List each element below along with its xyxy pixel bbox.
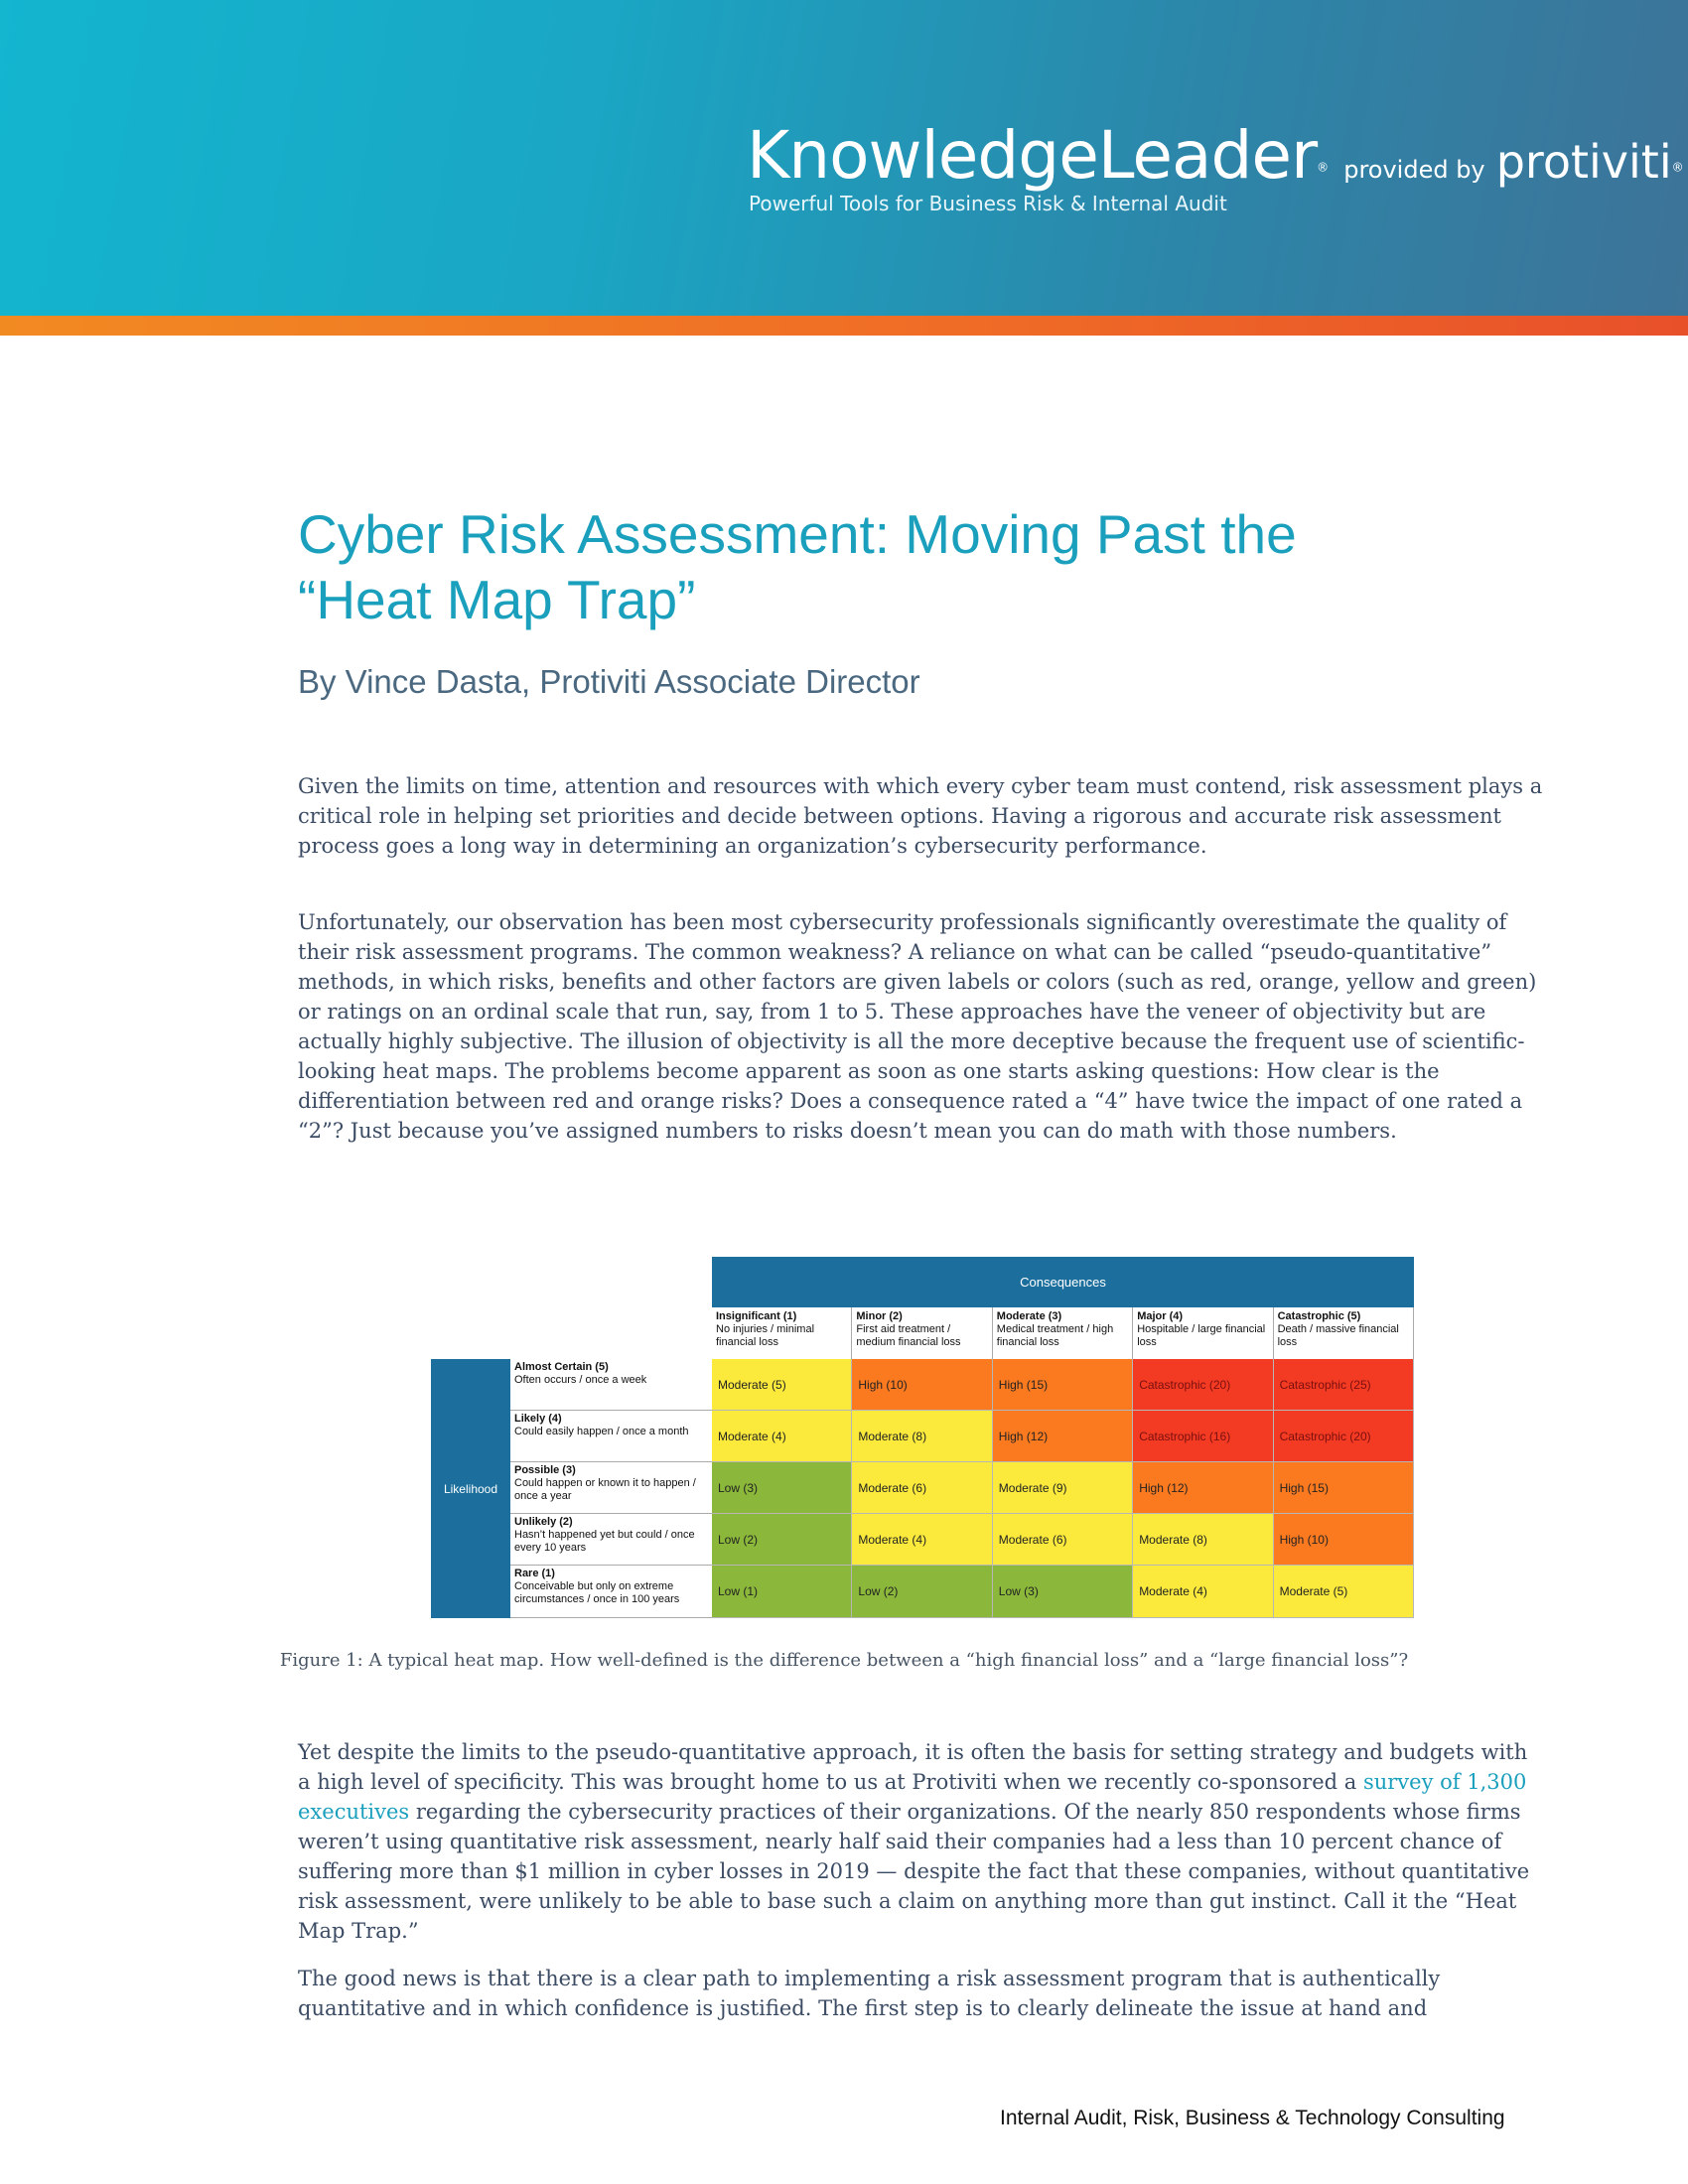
article-title-line-1: Cyber Risk Assessment: Moving Past the	[298, 503, 1297, 565]
header-accent-stripe	[0, 316, 1688, 336]
footer-tagline: Internal Audit, Risk, Business & Technology Consulting	[1000, 2107, 1505, 2129]
likelihood-name: Possible (3)	[514, 1464, 576, 1476]
likelihood-name: Rare (1)	[514, 1568, 555, 1579]
heat-map-cell: Moderate (8)	[1133, 1514, 1273, 1566]
heat-map-cell: Moderate (4)	[712, 1411, 852, 1462]
paragraph-4: The good news is that there is a clear path to implementing a risk assessment program that is authentically quantitative and in which confidence is justified. The first step is to clearly delineate the issue at hand and	[298, 1967, 1441, 2020]
likelihood-name: Unlikely (2)	[514, 1516, 573, 1528]
paragraph-1: Given the limits on time, attention and resources with which every cyber team must contend, risk assessment plays a critical role in helping set priorities and decide between options. Having a rigorous and accurate risk assessment process goes a long way in determining an organization’s cybersecurity performance.	[298, 774, 1543, 858]
partner-logo: protiviti	[1495, 135, 1672, 189]
brand-logo	[747, 117, 1684, 194]
provided-by-label: provided by	[1343, 156, 1485, 184]
consequence-name: Catastrophic (5)	[1277, 1310, 1361, 1322]
likelihood-description: Hasn’t happened yet but could / once every 10 years	[514, 1529, 695, 1554]
heat-map-cell: Catastrophic (20)	[1133, 1359, 1273, 1411]
consequences-header: Consequences	[712, 1257, 1414, 1307]
likelihood-row-header	[510, 1566, 712, 1618]
consequence-name: Major (4)	[1137, 1310, 1184, 1322]
heat-map-cell: High (12)	[993, 1411, 1133, 1462]
likelihood-description: Conceivable but only on extreme circumstances / once in 100 years	[514, 1580, 680, 1605]
consequence-name: Moderate (3)	[996, 1310, 1062, 1322]
consequence-column-header	[993, 1307, 1133, 1359]
heat-map-cell: Catastrophic (16)	[1133, 1411, 1273, 1462]
heat-map-cell: Moderate (9)	[993, 1462, 1133, 1514]
heat-map-cell: High (10)	[1274, 1514, 1414, 1566]
heat-map-cell: Low (2)	[852, 1566, 992, 1618]
consequence-description: First aid treatment / medium financial loss	[856, 1323, 961, 1348]
heat-map-cell: Moderate (5)	[712, 1359, 852, 1411]
consequence-description: Medical treatment / high financial loss	[996, 1323, 1114, 1348]
heat-map-cell: High (15)	[1274, 1462, 1414, 1514]
heat-map-cell: Catastrophic (20)	[1274, 1411, 1414, 1462]
consequence-description: Death / massive financial loss	[1277, 1323, 1399, 1348]
consequence-column-header	[1274, 1307, 1414, 1359]
likelihood-label: Likelihood	[431, 1359, 510, 1618]
likelihood-name: Likely (4)	[514, 1413, 562, 1425]
paragraph-3-text-start: Yet despite the limits to the pseudo-quantitative approach, it is often the basis for setting strategy and budgets with a high level of specificity. This was brought home to us at Protiviti when we recently co-sponsored a	[298, 1740, 1528, 1794]
survey-link[interactable]: survey of 1,300 executives	[298, 1770, 1527, 1824]
consequence-description: No injuries / minimal financial loss	[716, 1323, 815, 1348]
partner-registered-mark: ®	[1671, 160, 1684, 175]
heat-map-cell: High (10)	[852, 1359, 992, 1411]
heat-map-cell: Moderate (4)	[852, 1514, 992, 1566]
paragraph-3	[298, 1737, 1545, 1946]
consequence-name: Minor (2)	[856, 1310, 903, 1322]
heat-map-cell: High (15)	[993, 1359, 1133, 1411]
brand-tagline: Powerful Tools for Business Risk & Internal Audit	[749, 192, 1227, 215]
likelihood-description: Often occurs / once a week	[514, 1374, 647, 1386]
figure-caption: Figure 1: A typical heat map. How well-defined is the difference between a “high financial loss” and a “large financial loss”?	[279, 1650, 1409, 1671]
consequence-column-header	[1133, 1307, 1273, 1359]
heat-map-cell: Moderate (6)	[852, 1462, 992, 1514]
brand-registered-mark: ®	[1317, 160, 1330, 175]
paragraph-2: Unfortunately, our observation has been most cybersecurity professionals significantly overestimate the quality of their risk assessment programs. The common weakness? A reliance on what can be called “pseudo-quantitative” methods, in which risks, benefits and other factors are given labels or colors (such as red, orange, yellow and green) or ratings on an ordinal scale that run, say, from 1 to 5. These approaches have the veneer of objectivity but are actually highly subjective. The illusion of objectivity is all the more deceptive because the frequent use of scientific-looking heat maps. The problems become apparent as soon as one starts asking questions: How clear is the differentiation between red and orange risks? Does a consequence rated a “4” have twice the impact of one rated a “2”? Just because you’ve assigned numbers to risks doesn’t mean you can do math with those numbers.	[298, 910, 1537, 1143]
paragraph-3-text-end: regarding the cybersecurity practices of their organizations. Of the nearly 850 respondents whose firms weren’t using quantitative risk assessment, nearly half said their companies had a less than 10 percent chance of suffering more than $1 million in cyber losses in 2019 — despite the fact that these companies, without quantitative risk assessment, were unlikely to be able to base such a claim on anything more than gut instinct. Call it the “Heat Map Trap.”	[298, 1800, 1530, 1943]
brand-name: KnowledgeLeader	[747, 117, 1318, 194]
heat-map-cell: Moderate (4)	[1133, 1566, 1273, 1618]
heat-map-cell: Moderate (8)	[852, 1411, 992, 1462]
likelihood-row-header	[510, 1359, 712, 1411]
likelihood-row-header	[510, 1514, 712, 1566]
article-byline: By Vince Dasta, Protiviti Associate Director	[298, 663, 920, 700]
likelihood-description: Could happen or known it to happen / once a year	[514, 1477, 696, 1502]
article-title	[298, 501, 1489, 632]
consequence-column-header	[852, 1307, 992, 1359]
likelihood-row-header	[510, 1411, 712, 1462]
consequence-description: Hospitable / large financial loss	[1137, 1323, 1266, 1348]
heat-map-cell: Low (1)	[712, 1566, 852, 1618]
likelihood-name: Almost Certain (5)	[514, 1361, 609, 1373]
consequence-column-header	[712, 1307, 852, 1359]
heat-map-cell: Catastrophic (25)	[1274, 1359, 1414, 1411]
heat-map-cell: Low (3)	[993, 1566, 1133, 1618]
likelihood-row-header	[510, 1462, 712, 1514]
heat-map-cell: High (12)	[1133, 1462, 1273, 1514]
heat-map-figure	[431, 1257, 1414, 1618]
consequence-name: Insignificant (1)	[716, 1310, 797, 1322]
heat-map-cell: Moderate (6)	[993, 1514, 1133, 1566]
heat-map-cell: Moderate (5)	[1274, 1566, 1414, 1618]
heat-map-cell: Low (3)	[712, 1462, 852, 1514]
heat-map-cell: Low (2)	[712, 1514, 852, 1566]
article-title-line-2: “Heat Map Trap”	[298, 569, 696, 630]
likelihood-description: Could easily happen / once a month	[514, 1426, 689, 1437]
